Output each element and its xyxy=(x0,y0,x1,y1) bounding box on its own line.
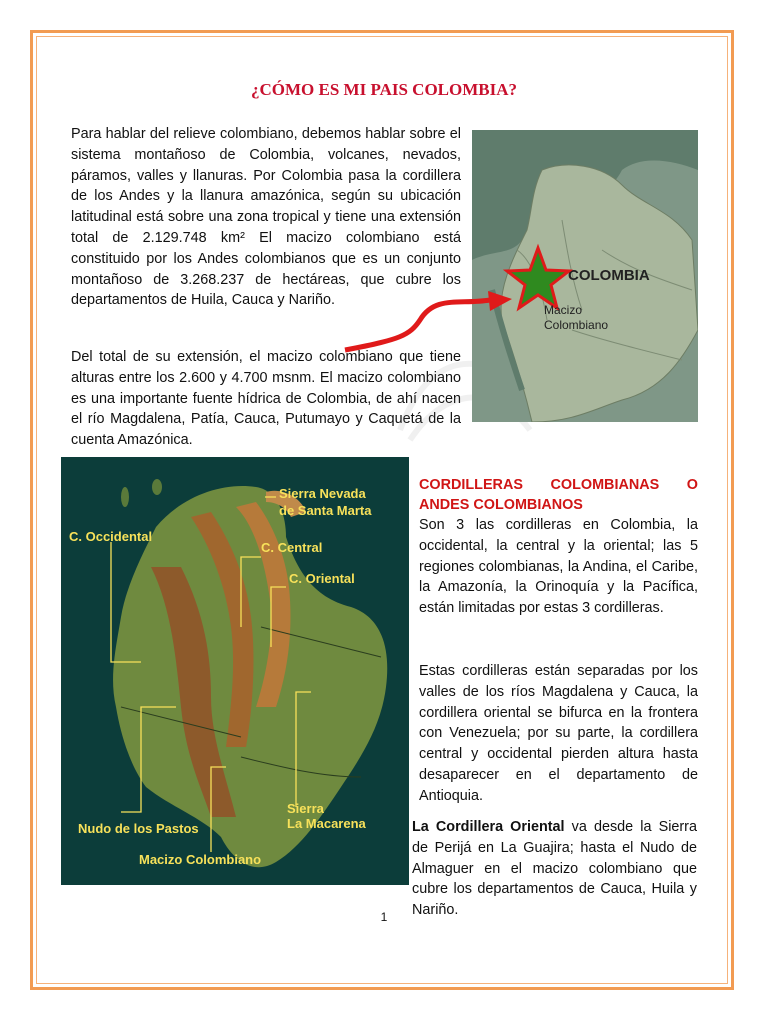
map1-macizo-label-2: Colombiano xyxy=(544,318,609,332)
cordilleras-paragraph: Son 3 las cordilleras en Colombia, la occidental, la central y la oriental; las 5 regiones colombianas, la Andina, el Caribe, la Amazonía, la Orinoquía y la Pacífica, están limitadas por estas 3 cordilleras. xyxy=(419,517,698,617)
red-arrow-icon xyxy=(340,275,540,365)
cordilleras-relief-map xyxy=(61,457,409,885)
map2-label-sierra-nevada-1: Sierra Nevada xyxy=(279,486,366,501)
map2-label-sierra-macarena-2: La Macarena xyxy=(287,816,366,831)
heading-word-1: CORDILLERAS xyxy=(419,477,523,493)
heading-line-2: ANDES COLOMBIANOS xyxy=(419,497,583,513)
separation-paragraph: Estas cordilleras están separadas por los valles de los ríos Magdalena y Cauca, la cordillera oriental se bifurca en la frontera con Venezuela; por su parte, la cordillera central y occidental pierden altura hasta desaparecer en el departamento de Antioquia. xyxy=(419,663,698,804)
intro-paragraph: Para hablar del relieve colombiano, debemos hablar sobre el sistema montañoso de Colombia, volcanes, nevados, páramos, valles y llanuras. Por Colombia pasa la cordillera de los Andes y la llanura amazónica, según su ubicación latitudinal está sobre una zona tropical y tiene una extensión total de 2.129.748 km² El macizo colombiano está constituido por los Andes colombianos que es un conjunto montañoso de 3.268.237 de hectáreas, que cubre los departamentos de Huila, Cauca y Nariño. xyxy=(71,126,461,309)
map2-label-occidental: C. Occidental xyxy=(69,529,153,544)
map1-country-label: COLOMBIA xyxy=(568,267,650,284)
cordilleras-heading xyxy=(419,475,698,515)
heading-word-2: COLOMBIANAS xyxy=(550,477,660,493)
page-title: ¿CÓMO ES MI PAIS COLOMBIA? xyxy=(250,80,518,99)
map2-label-sierra-nevada-2: de Santa Marta xyxy=(279,503,372,518)
oriental-paragraph xyxy=(412,817,697,921)
oriental-rest: va desde la Sierra de Perijá en La Guajira; hasta el Nudo de Almaguer en el macizo colombiano que cubre los departamentos de Cauca, Huila y Nariño. xyxy=(412,819,697,919)
map2-label-nudo-pastos: Nudo de los Pastos xyxy=(78,821,199,836)
map1-macizo-label-1: Macizo xyxy=(544,303,583,317)
map2-label-central: C. Central xyxy=(261,540,323,555)
heading-word-3: O xyxy=(686,477,698,493)
map2-label-sierra-macarena-1: Sierra xyxy=(287,801,324,816)
page-number: 1 xyxy=(380,910,388,924)
map2-label-macizo: Macizo Colombiano xyxy=(139,852,262,867)
extension-paragraph: Del total de su extensión, el macizo colombiano que tiene alturas entre los 2.600 y 4.700 msnm. El macizo colombiano es una importante fuente hídrica de Colombia, de ahí nacen el río Magdalena, Patía, Cauca, Putumayo y Caquetá de la cuenta Amazónica. xyxy=(71,349,461,449)
map2-label-oriental: C. Oriental xyxy=(289,571,355,586)
oriental-bold-lead: La Cordillera Oriental xyxy=(412,819,565,835)
